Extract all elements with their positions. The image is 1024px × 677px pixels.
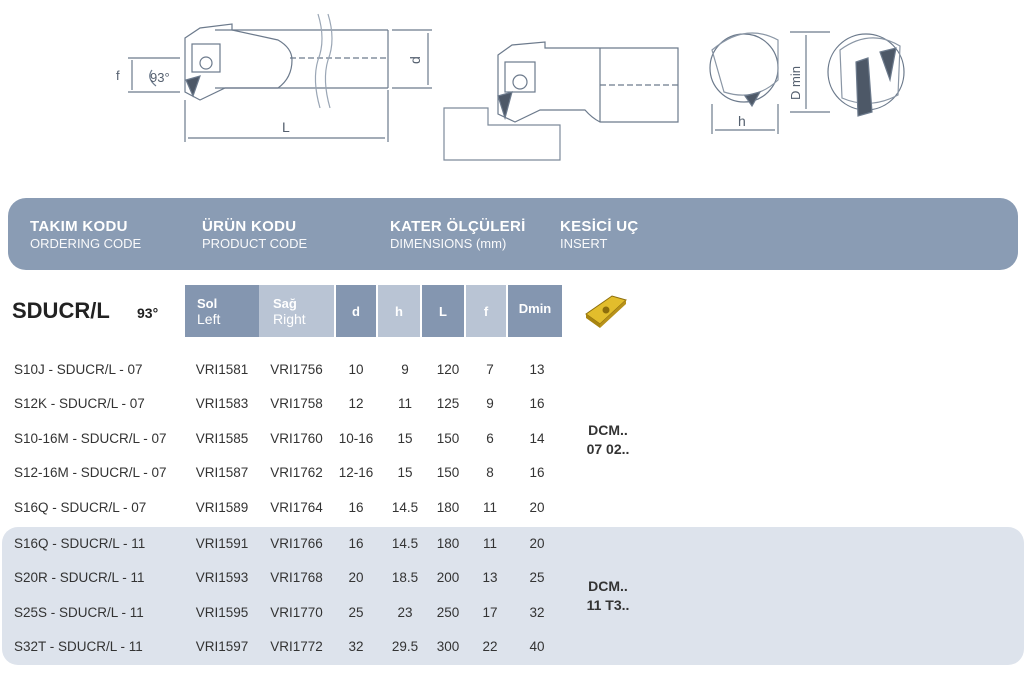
label-d: d [407, 56, 423, 64]
row-dmin: 16 [529, 465, 545, 480]
header-dimensions: KATER ÖLÇÜLERİ DIMENSIONS (mm) [390, 218, 526, 251]
table-header-band [8, 198, 1018, 270]
table-row [0, 387, 1024, 421]
row-d: 32 [348, 639, 364, 654]
row-f: 6 [486, 431, 494, 446]
header-product-code: ÜRÜN KODU PRODUCT CODE [202, 218, 308, 251]
header-insert: KESİCİ UÇ INSERT [560, 218, 639, 251]
col-header-d: d [336, 285, 376, 337]
row-L: 125 [436, 396, 460, 411]
row-right-code: VRI1772 [270, 639, 323, 654]
row-right-code: VRI1770 [270, 605, 323, 620]
insert-diamond-icon [584, 292, 628, 332]
table-row [0, 353, 1024, 387]
row-f: 17 [482, 605, 498, 620]
col-header-L: L [422, 285, 464, 337]
row-L: 250 [436, 605, 460, 620]
row-h: 23 [397, 605, 413, 620]
row-right-code: VRI1762 [270, 465, 323, 480]
row-L: 150 [436, 465, 460, 480]
label-L: L [282, 119, 290, 135]
table-row [0, 527, 1024, 561]
row-L: 180 [436, 500, 460, 515]
series-angle: 93° [137, 305, 159, 321]
row-d: 12 [348, 396, 364, 411]
bore-view-drawing [444, 42, 678, 160]
label-h: h [738, 113, 746, 129]
row-right-code: VRI1760 [270, 431, 323, 446]
row-d: 25 [348, 605, 364, 620]
row-L: 180 [436, 536, 460, 551]
row-d: 16 [348, 536, 364, 551]
row-left-code: VRI1587 [195, 465, 249, 480]
row-h: 15 [397, 431, 413, 446]
row-right-code: VRI1764 [270, 500, 323, 515]
table-row [0, 630, 1024, 664]
row-dmin: 32 [529, 605, 545, 620]
row-f: 13 [482, 570, 498, 585]
row-left-code: VRI1589 [195, 500, 249, 515]
table-row [0, 456, 1024, 490]
row-dmin: 20 [529, 500, 545, 515]
row-f: 7 [486, 362, 494, 377]
table-row [0, 561, 1024, 595]
col-header-dmin: Dmin [508, 285, 562, 337]
header-ordering-code: TAKIM KODU ORDERING CODE [30, 218, 142, 251]
row-right-code: VRI1768 [270, 570, 323, 585]
label-f: f [116, 68, 120, 83]
row-left-code: VRI1597 [195, 639, 249, 654]
row-left-code: VRI1591 [195, 536, 249, 551]
col-header-f: f [466, 285, 506, 337]
row-f: 8 [486, 465, 494, 480]
row-d: 16 [348, 500, 364, 515]
row-h: 15 [397, 465, 413, 480]
row-dmin: 20 [529, 536, 545, 551]
row-f: 22 [482, 639, 498, 654]
row-f: 11 [482, 500, 497, 515]
row-left-code: VRI1595 [195, 605, 249, 620]
row-f: 11 [482, 536, 497, 551]
technical-drawings [0, 0, 1024, 190]
row-d: 10 [348, 362, 364, 377]
row-dmin: 16 [529, 396, 545, 411]
row-ordering-code: S12K - SDUCR/L - 07 [14, 396, 145, 411]
row-ordering-code: S16Q - SDUCR/L - 11 [14, 536, 146, 551]
row-L: 200 [436, 570, 460, 585]
row-dmin: 14 [529, 431, 545, 446]
insert-label-07: DCM.. 07 02.. [586, 422, 630, 457]
row-ordering-code: S32T - SDUCR/L - 11 [14, 639, 143, 654]
row-h: 18.5 [391, 570, 419, 585]
row-L: 150 [436, 431, 460, 446]
row-h: 14.5 [391, 536, 419, 551]
row-d: 20 [348, 570, 364, 585]
row-right-code: VRI1756 [270, 362, 323, 377]
insert-label-11: DCM.. 11 T3.. [586, 578, 630, 613]
col-header-right: Sağ Right [259, 285, 334, 337]
row-f: 9 [486, 396, 494, 411]
row-h: 29.5 [391, 639, 419, 654]
row-d: 10-16 [338, 431, 374, 446]
table-row [0, 422, 1024, 456]
row-dmin: 13 [529, 362, 545, 377]
row-d: 12-16 [338, 465, 374, 480]
table-row [0, 596, 1024, 630]
row-left-code: VRI1581 [195, 362, 249, 377]
label-dmin: D min [788, 66, 803, 100]
row-right-code: VRI1766 [270, 536, 323, 551]
row-ordering-code: S25S - SDUCR/L - 11 [14, 605, 144, 620]
row-dmin: 25 [529, 570, 545, 585]
row-right-code: VRI1758 [270, 396, 323, 411]
row-h: 9 [401, 362, 409, 377]
row-left-code: VRI1593 [195, 570, 249, 585]
row-ordering-code: S10J - SDUCR/L - 07 [14, 362, 143, 377]
row-h: 14.5 [391, 500, 419, 515]
col-header-h: h [378, 285, 420, 337]
row-L: 300 [436, 639, 460, 654]
col-header-left: Sol Left [185, 285, 259, 337]
row-ordering-code: S10-16M - SDUCR/L - 07 [14, 431, 167, 446]
series-title: SDUCR/L [12, 298, 110, 323]
table-row [0, 491, 1024, 525]
row-h: 11 [397, 396, 412, 411]
row-left-code: VRI1585 [195, 431, 249, 446]
row-ordering-code: S12-16M - SDUCR/L - 07 [14, 465, 167, 480]
row-ordering-code: S20R - SDUCR/L - 11 [14, 570, 145, 585]
row-ordering-code: S16Q - SDUCR/L - 07 [14, 500, 147, 515]
side-view-drawing [128, 14, 432, 142]
label-angle: 93° [150, 70, 170, 85]
row-L: 120 [436, 362, 460, 377]
row-left-code: VRI1583 [195, 396, 249, 411]
row-dmin: 40 [529, 639, 545, 654]
